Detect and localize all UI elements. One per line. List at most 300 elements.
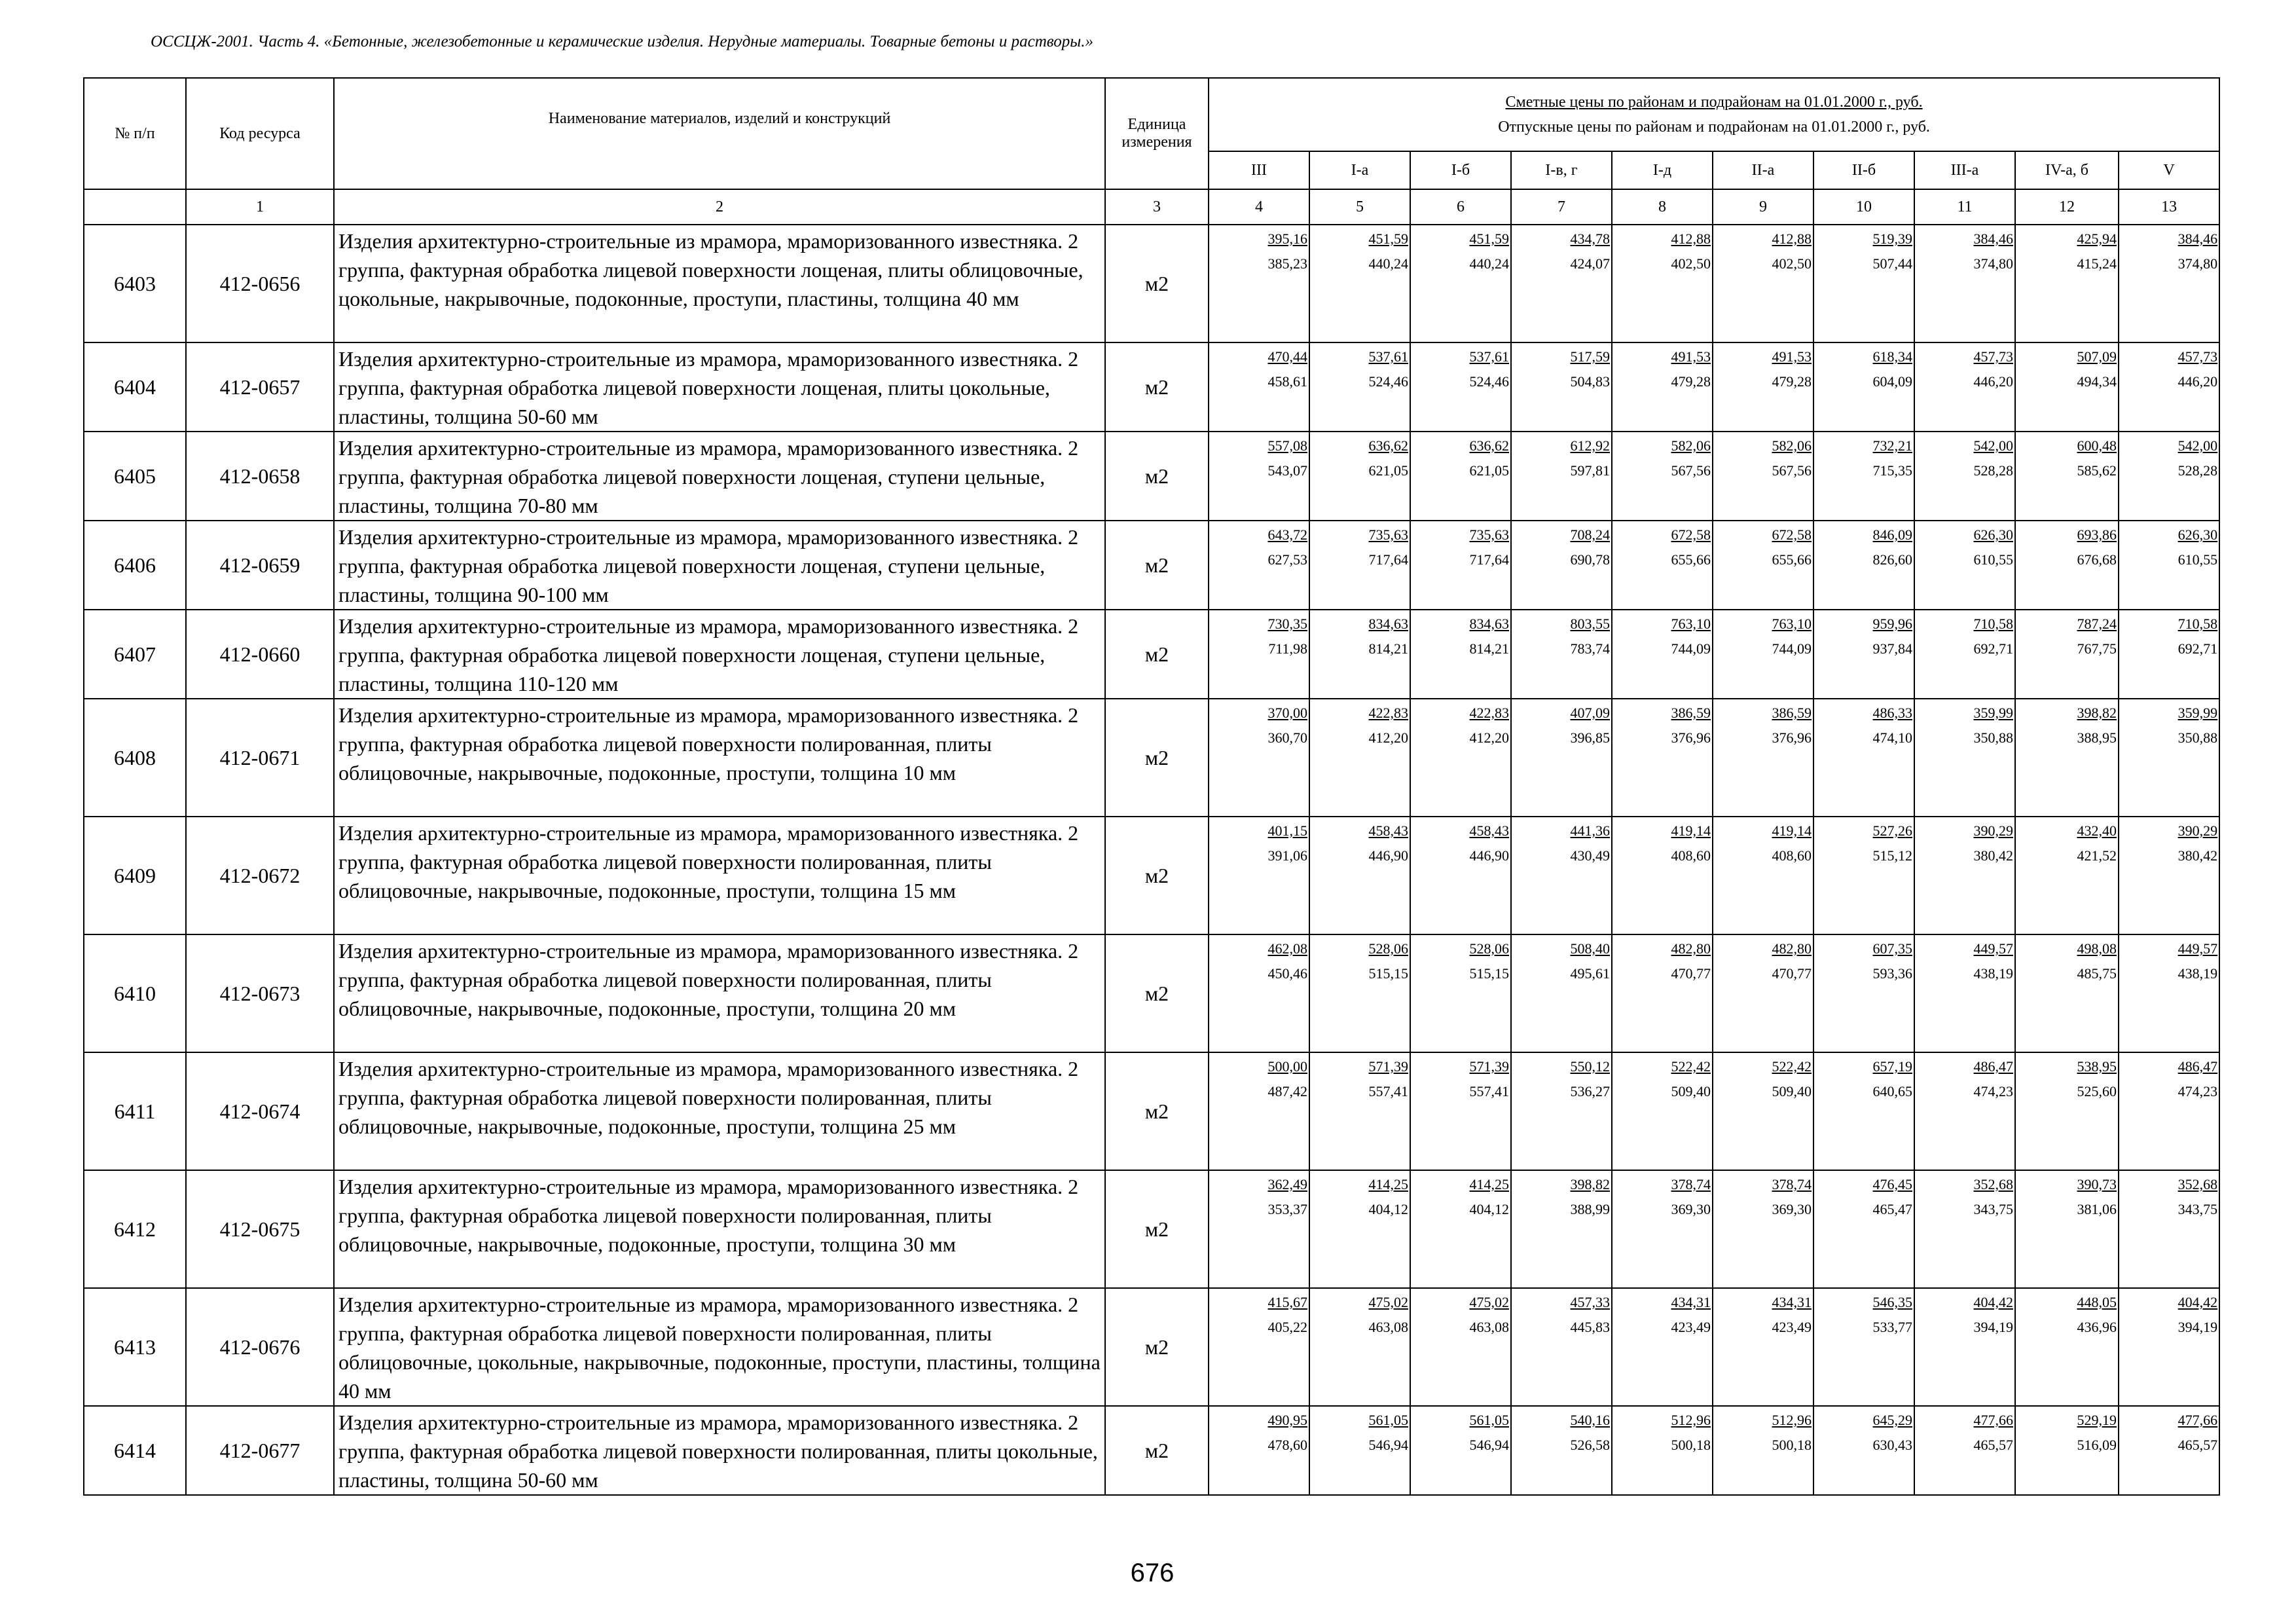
release-price: 446,20 (2178, 373, 2218, 390)
col-header-name: Наименование материалов, изделий и конструкций (334, 78, 1105, 189)
release-price: 604,09 (1872, 373, 1912, 390)
price-cell (1713, 699, 1813, 817)
release-price: 621,05 (1469, 462, 1509, 479)
estimate-price: 414,25 (1368, 1176, 1408, 1192)
item-name: Изделия архитектурно-строительные из мрамора, мраморизованного известняка. 2 группа, фактурная обработка лицевой поверхности полированная, плиты облицовочные, накрывочные, подоконные, проступи, толщина 25 мм (334, 1052, 1105, 1170)
estimate-price: 386,59 (1671, 705, 1711, 721)
release-price: 516,09 (2077, 1437, 2117, 1453)
column-number: 1 (186, 189, 334, 225)
release-price: 421,52 (2077, 847, 2117, 864)
price-cell (1209, 699, 1309, 817)
price-cell (1914, 225, 2015, 342)
release-price: 526,58 (1570, 1437, 1610, 1453)
running-header: ОССЦЖ-2001. Часть 4. «Бетонные, железобетонные и керамические изделия. Нерудные материалы. Товарные бетоны и растворы.» (151, 33, 1093, 50)
estimate-price: 542,00 (1973, 437, 2013, 454)
estimate-price: 540,16 (1570, 1412, 1610, 1428)
release-price: 381,06 (2077, 1201, 2117, 1217)
estimate-price: 482,80 (1671, 940, 1711, 957)
column-number (84, 189, 186, 225)
estimate-price: 457,33 (1570, 1294, 1610, 1310)
release-price: 474,10 (1872, 729, 1912, 746)
unit: м2 (1105, 817, 1209, 934)
row-number: 6406 (84, 521, 186, 610)
release-price: 438,19 (1973, 965, 2013, 982)
estimate-price: 519,39 (1872, 231, 1912, 247)
estimate-price: 470,44 (1267, 348, 1307, 365)
region-header: I-д (1612, 151, 1713, 189)
release-price: 692,71 (1973, 640, 2013, 657)
resource-code: 412-0658 (186, 432, 334, 521)
price-cell (1309, 521, 1410, 610)
estimate-price: 612,92 (1570, 437, 1610, 454)
release-price: 495,61 (1570, 965, 1610, 982)
price-cell (2015, 1288, 2119, 1406)
table-body (84, 225, 2219, 1495)
estimate-price: 412,88 (1671, 231, 1711, 247)
price-cell (1309, 432, 1410, 521)
estimate-price: 449,57 (1973, 940, 2013, 957)
release-price: 343,75 (2178, 1201, 2218, 1217)
release-price: 445,83 (1570, 1319, 1610, 1335)
unit: м2 (1105, 521, 1209, 610)
estimate-price: 645,29 (1872, 1412, 1912, 1428)
release-price: 440,24 (1368, 255, 1408, 272)
region-header: II-б (1813, 151, 1914, 189)
estimate-price: 378,74 (1671, 1176, 1711, 1192)
release-price: 509,40 (1772, 1083, 1812, 1099)
price-cell (1713, 342, 1813, 432)
price-cell (1511, 1406, 1612, 1495)
price-cell (2015, 1170, 2119, 1288)
release-price: 630,43 (1872, 1437, 1912, 1453)
release-price: 353,37 (1267, 1201, 1307, 1217)
estimate-price: 657,19 (1872, 1058, 1912, 1075)
price-cell (1209, 1288, 1309, 1406)
price-cell (2119, 1406, 2219, 1495)
estimate-price: 571,39 (1368, 1058, 1408, 1075)
estimate-price: 419,14 (1671, 822, 1711, 839)
resource-code: 412-0660 (186, 610, 334, 699)
release-price: 423,49 (1772, 1319, 1812, 1335)
release-price: 465,47 (1872, 1201, 1912, 1217)
price-cell (1813, 1288, 1914, 1406)
price-cell (1713, 1052, 1813, 1170)
price-cell (1511, 225, 1612, 342)
table-row (84, 1406, 2219, 1495)
region-header: IV-а, б (2015, 151, 2119, 189)
column-number-row (84, 189, 2219, 225)
estimate-price: 451,59 (1469, 231, 1509, 247)
price-cell (1612, 1406, 1713, 1495)
estimate-price: 414,25 (1469, 1176, 1509, 1192)
estimate-price: 404,42 (2178, 1294, 2218, 1310)
column-number: 13 (2119, 189, 2219, 225)
price-cell (1410, 1288, 1511, 1406)
price-cell (1309, 1052, 1410, 1170)
estimate-price: 477,66 (2178, 1412, 2218, 1428)
estimate-price: 542,00 (2178, 437, 2218, 454)
unit: м2 (1105, 1288, 1209, 1406)
release-price: 463,08 (1368, 1319, 1408, 1335)
price-cell (1309, 610, 1410, 699)
unit: м2 (1105, 1052, 1209, 1170)
column-number: 11 (1914, 189, 2015, 225)
release-price: 388,95 (2077, 729, 2117, 746)
estimate-price: 732,21 (1872, 437, 1912, 454)
estimate-price: 626,30 (1973, 526, 2013, 543)
price-cell (1713, 225, 1813, 342)
estimate-price: 618,34 (1872, 348, 1912, 365)
release-price: 388,99 (1570, 1201, 1610, 1217)
price-cell (1713, 610, 1813, 699)
estimate-price: 422,83 (1469, 705, 1509, 721)
col-header-unit: Единица измерения (1105, 78, 1209, 189)
estimate-price: 538,95 (2077, 1058, 2117, 1075)
price-cell (1209, 1052, 1309, 1170)
estimate-price: 432,40 (2077, 822, 2117, 839)
estimate-price: 787,24 (2077, 616, 2117, 632)
region-header: II-а (1713, 151, 1813, 189)
price-cell (1209, 934, 1309, 1052)
table-row (84, 1288, 2219, 1406)
estimate-price: 370,00 (1267, 705, 1307, 721)
price-cell (1813, 1406, 1914, 1495)
release-price: 715,35 (1872, 462, 1912, 479)
estimate-price: 710,58 (1973, 616, 2013, 632)
row-number: 6409 (84, 817, 186, 934)
price-cell (1410, 1052, 1511, 1170)
region-header: V (2119, 151, 2219, 189)
estimate-price: 735,63 (1368, 526, 1408, 543)
price-cell (2119, 610, 2219, 699)
price-cell (1813, 1170, 1914, 1288)
price-cell (1309, 934, 1410, 1052)
estimate-price: 600,48 (2077, 437, 2117, 454)
price-cell (2119, 1288, 2219, 1406)
row-number: 6411 (84, 1052, 186, 1170)
estimate-price: 398,82 (1570, 1176, 1610, 1192)
resource-code: 412-0656 (186, 225, 334, 342)
release-price: 655,66 (1772, 551, 1812, 568)
estimate-price: 395,16 (1267, 231, 1307, 247)
estimate-price: 529,19 (2077, 1412, 2117, 1428)
release-price: 350,88 (1973, 729, 2013, 746)
estimate-price: 763,10 (1671, 616, 1711, 632)
table-row (84, 1170, 2219, 1288)
estimate-price: 434,78 (1570, 231, 1610, 247)
estimate-price: 561,05 (1368, 1412, 1408, 1428)
row-number: 6404 (84, 342, 186, 432)
price-cell (1914, 521, 2015, 610)
price-cell (1612, 699, 1713, 817)
price-cell (2119, 699, 2219, 817)
row-number: 6407 (84, 610, 186, 699)
price-cell (2119, 432, 2219, 521)
price-cell (1410, 521, 1511, 610)
row-number: 6413 (84, 1288, 186, 1406)
estimate-price: 763,10 (1772, 616, 1812, 632)
estimate-price: 607,35 (1872, 940, 1912, 957)
estimate-price: 537,61 (1469, 348, 1509, 365)
estimate-price: 735,63 (1469, 526, 1509, 543)
price-cell (1209, 610, 1309, 699)
estimate-price: 491,53 (1772, 348, 1812, 365)
estimate-price: 582,06 (1671, 437, 1711, 454)
item-name: Изделия архитектурно-строительные из мрамора, мраморизованного известняка. 2 группа, фактурная обработка лицевой поверхности лощеная, плиты цокольные, пластины, толщина 50-60 мм (334, 342, 1105, 432)
price-cell (1410, 1406, 1511, 1495)
price-cell (2119, 225, 2219, 342)
price-cell (1612, 610, 1713, 699)
estimate-price: 458,43 (1469, 822, 1509, 839)
price-cell (2119, 817, 2219, 934)
price-cell (1914, 1052, 2015, 1170)
release-price: 504,83 (1570, 373, 1610, 390)
estimate-price: 507,09 (2077, 348, 2117, 365)
prices-estimate-caption: Сметные цены по районам и подрайонам на 01.01.2000 г., руб. (1505, 94, 1923, 111)
unit: м2 (1105, 1406, 1209, 1495)
price-cell (1209, 1406, 1309, 1495)
release-price: 423,49 (1671, 1319, 1711, 1335)
release-price: 478,60 (1267, 1437, 1307, 1453)
row-number: 6408 (84, 699, 186, 817)
price-cell (1813, 432, 1914, 521)
release-price: 405,22 (1267, 1319, 1307, 1335)
release-price: 465,57 (1973, 1437, 2013, 1453)
row-number: 6403 (84, 225, 186, 342)
release-price: 463,08 (1469, 1319, 1509, 1335)
release-price: 692,71 (2178, 640, 2218, 657)
resource-code: 412-0677 (186, 1406, 334, 1495)
price-cell (1813, 342, 1914, 432)
price-cell (1914, 817, 2015, 934)
release-price: 610,55 (1973, 551, 2013, 568)
release-price: 430,49 (1570, 847, 1610, 864)
estimate-price: 486,33 (1872, 705, 1912, 721)
price-cell (1410, 432, 1511, 521)
col-header-num: № п/п (84, 78, 186, 189)
release-price: 369,30 (1671, 1201, 1711, 1217)
release-price: 402,50 (1772, 255, 1812, 272)
estimate-price: 384,46 (2178, 231, 2218, 247)
price-cell (2015, 699, 2119, 817)
price-cell (2015, 521, 2119, 610)
estimate-price: 434,31 (1671, 1294, 1711, 1310)
release-price: 380,42 (2178, 847, 2218, 864)
estimate-price: 490,95 (1267, 1412, 1307, 1428)
price-cell (1612, 934, 1713, 1052)
estimate-price: 486,47 (2178, 1058, 2218, 1075)
price-cell (1511, 699, 1612, 817)
row-number: 6405 (84, 432, 186, 521)
estimate-price: 546,35 (1872, 1294, 1912, 1310)
price-cell (1713, 817, 1813, 934)
release-price: 412,20 (1469, 729, 1509, 746)
release-price: 474,23 (2178, 1083, 2218, 1099)
release-price: 567,56 (1772, 462, 1812, 479)
column-number: 12 (2015, 189, 2119, 225)
estimate-price: 834,63 (1368, 616, 1408, 632)
release-price: 465,57 (2178, 1437, 2218, 1453)
table-row (84, 521, 2219, 610)
release-price: 485,75 (2077, 965, 2117, 982)
estimate-price: 708,24 (1570, 526, 1610, 543)
estimate-price: 528,06 (1469, 940, 1509, 957)
release-price: 524,46 (1469, 373, 1509, 390)
resource-code: 412-0659 (186, 521, 334, 610)
estimate-price: 390,73 (2077, 1176, 2117, 1192)
release-price: 436,96 (2077, 1319, 2117, 1335)
price-cell (1713, 432, 1813, 521)
estimate-price: 384,46 (1973, 231, 2013, 247)
release-price: 536,27 (1570, 1083, 1610, 1099)
release-price: 374,80 (2178, 255, 2218, 272)
price-cell (1612, 521, 1713, 610)
release-price: 690,78 (1570, 551, 1610, 568)
release-price: 717,64 (1368, 551, 1408, 568)
row-number: 6414 (84, 1406, 186, 1495)
price-cell (1410, 934, 1511, 1052)
estimate-price: 352,68 (2178, 1176, 2218, 1192)
price-cell (1813, 817, 1914, 934)
price-cell (1209, 521, 1309, 610)
estimate-price: 512,96 (1772, 1412, 1812, 1428)
release-price: 479,28 (1772, 373, 1812, 390)
table-row (84, 342, 2219, 432)
release-price: 528,28 (2178, 462, 2218, 479)
release-price: 557,41 (1368, 1083, 1408, 1099)
release-price: 394,19 (2178, 1319, 2218, 1335)
price-cell (1713, 1288, 1813, 1406)
price-cell (2119, 934, 2219, 1052)
price-cell (1309, 225, 1410, 342)
estimate-price: 730,35 (1267, 616, 1307, 632)
price-cell (1914, 610, 2015, 699)
price-cell (1713, 1406, 1813, 1495)
price-cell (1309, 1170, 1410, 1288)
release-price: 446,90 (1469, 847, 1509, 864)
price-cell (1511, 342, 1612, 432)
price-cell (1914, 1406, 2015, 1495)
price-cell (1713, 1170, 1813, 1288)
release-price: 470,77 (1671, 965, 1711, 982)
item-name: Изделия архитектурно-строительные из мрамора, мраморизованного известняка. 2 группа, фактурная обработка лицевой поверхности полированная, плиты цокольные, пластины, толщина 50-60 мм (334, 1406, 1105, 1495)
price-cell (1914, 1170, 2015, 1288)
price-cell (2015, 1052, 2119, 1170)
resource-code: 412-0657 (186, 342, 334, 432)
estimate-price: 425,94 (2077, 231, 2117, 247)
estimate-price: 422,83 (1368, 705, 1408, 721)
release-price: 507,44 (1872, 255, 1912, 272)
estimate-price: 571,39 (1469, 1058, 1509, 1075)
release-price: 385,23 (1267, 255, 1307, 272)
resource-code: 412-0673 (186, 934, 334, 1052)
estimate-price: 643,72 (1267, 526, 1307, 543)
estimate-price: 401,15 (1267, 822, 1307, 839)
release-price: 404,12 (1368, 1201, 1408, 1217)
unit: м2 (1105, 432, 1209, 521)
estimate-price: 491,53 (1671, 348, 1711, 365)
item-name: Изделия архитектурно-строительные из мрамора, мраморизованного известняка. 2 группа, фактурная обработка лицевой поверхности полированная, плиты облицовочные, накрывочные, подоконные, проступи, толщина 20 мм (334, 934, 1105, 1052)
col-header-code: Код ресурса (186, 78, 334, 189)
estimate-price: 693,86 (2077, 526, 2117, 543)
release-price: 533,77 (1872, 1319, 1912, 1335)
estimate-price: 803,55 (1570, 616, 1610, 632)
price-cell (1612, 1170, 1713, 1288)
release-price: 380,42 (1973, 847, 2013, 864)
release-price: 826,60 (1872, 551, 1912, 568)
price-cell (2119, 1052, 2219, 1170)
unit: м2 (1105, 610, 1209, 699)
unit: м2 (1105, 699, 1209, 817)
release-price: 543,07 (1267, 462, 1307, 479)
estimate-price: 522,42 (1772, 1058, 1812, 1075)
table-row (84, 699, 2219, 817)
release-price: 474,23 (1973, 1083, 2013, 1099)
item-name: Изделия архитектурно-строительные из мрамора, мраморизованного известняка. 2 группа, фактурная обработка лицевой поверхности лощеная, ступени цельные, пластины, толщина 90-100 мм (334, 521, 1105, 610)
price-cell (1612, 342, 1713, 432)
price-cell (1813, 225, 1914, 342)
estimate-price: 561,05 (1469, 1412, 1509, 1428)
col-header-prices (1209, 78, 2219, 151)
release-price: 470,77 (1772, 965, 1812, 982)
estimate-price: 412,88 (1772, 231, 1812, 247)
release-price: 369,30 (1772, 1201, 1812, 1217)
estimate-price: 449,57 (2178, 940, 2218, 957)
estimate-price: 834,63 (1469, 616, 1509, 632)
release-price: 450,46 (1267, 965, 1307, 982)
price-cell (1309, 699, 1410, 817)
release-price: 360,70 (1267, 729, 1307, 746)
region-header: I-а (1309, 151, 1410, 189)
estimate-price: 458,43 (1368, 822, 1408, 839)
column-number: 8 (1612, 189, 1713, 225)
price-cell (1813, 699, 1914, 817)
estimate-price: 359,99 (1973, 705, 2013, 721)
estimate-price: 557,08 (1267, 437, 1307, 454)
estimate-price: 582,06 (1772, 437, 1812, 454)
release-price: 717,64 (1469, 551, 1509, 568)
estimate-price: 362,49 (1267, 1176, 1307, 1192)
release-price: 524,46 (1368, 373, 1408, 390)
resource-code: 412-0676 (186, 1288, 334, 1406)
price-cell (2015, 610, 2119, 699)
release-price: 350,88 (2178, 729, 2218, 746)
price-cell (2015, 432, 2119, 521)
price-cell (1612, 817, 1713, 934)
estimate-price: 498,08 (2077, 940, 2117, 957)
estimate-price: 451,59 (1368, 231, 1408, 247)
unit: м2 (1105, 934, 1209, 1052)
estimate-price: 434,31 (1772, 1294, 1812, 1310)
estimate-price: 636,62 (1368, 437, 1408, 454)
release-price: 374,80 (1973, 255, 2013, 272)
resource-code: 412-0671 (186, 699, 334, 817)
row-number: 6410 (84, 934, 186, 1052)
price-cell (1914, 342, 2015, 432)
unit: м2 (1105, 225, 1209, 342)
estimate-price: 522,42 (1671, 1058, 1711, 1075)
release-price: 415,24 (2077, 255, 2117, 272)
release-price: 391,06 (1267, 847, 1307, 864)
price-cell (1813, 934, 1914, 1052)
release-price: 458,61 (1267, 373, 1307, 390)
price-cell (1410, 610, 1511, 699)
item-name: Изделия архитектурно-строительные из мрамора, мраморизованного известняка. 2 группа, фактурная обработка лицевой поверхности полированная, плиты облицовочные, цокольные, накрывочные, подоконные, проступи, пластины, толщина 40 мм (334, 1288, 1105, 1406)
estimate-price: 457,73 (2178, 348, 2218, 365)
price-cell (1914, 934, 2015, 1052)
release-price: 610,55 (2178, 551, 2218, 568)
price-cell (1612, 225, 1713, 342)
